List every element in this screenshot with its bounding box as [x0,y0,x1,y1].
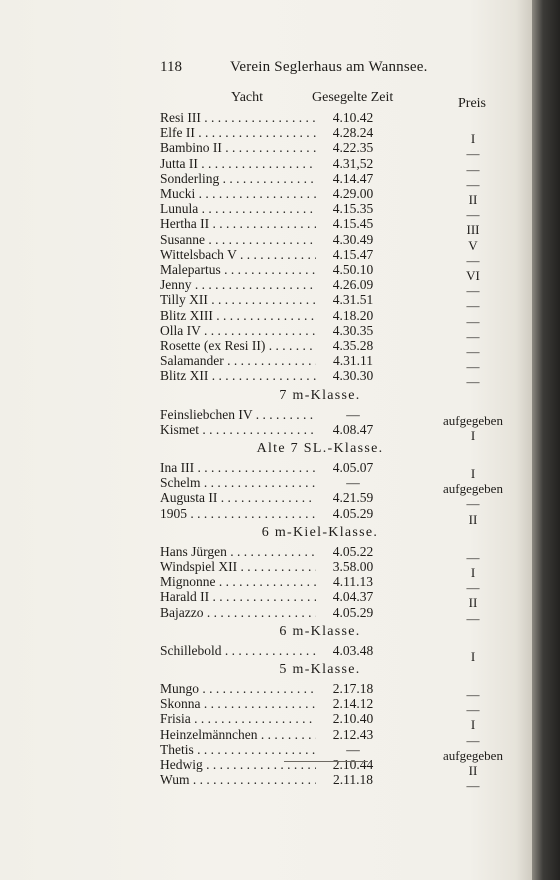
table-row [0,543,532,565]
running-head: Verein Seglerhaus am Wannsee. [230,59,428,75]
sailed-time: 4.15.45 [332,216,374,232]
table-row [0,505,532,527]
yacht-name: Hertha II . . . [160,216,316,232]
prize-cell: II [468,511,478,527]
class-heading: 6 m-Kiel-Klasse. [261,524,379,540]
sailed-time: 4.26.09 [332,277,374,293]
sailed-time: 4.05.22 [332,543,374,559]
column-header-time: Gesegelte Zeit [312,90,394,105]
prize-cell: I [470,466,476,481]
table-row [0,475,532,497]
yacht-name: Tilly XII . . . [160,292,316,308]
prize-cell: — [466,252,480,268]
page-number: 118 [160,59,182,75]
table-row [0,353,532,375]
yacht-name: Schelm . . . [160,475,316,491]
table-row [0,246,532,268]
prize-cell: — [466,344,480,359]
prize-cell: — [466,283,480,299]
yacht-name: Hans Jürgen . . . [160,544,316,560]
class-heading: 5 m-Klasse. [279,662,361,677]
prize-cell: — [466,176,480,192]
book-spine-edge [532,0,560,880]
table-row [0,642,532,664]
sailed-time: 4.18.20 [332,307,374,323]
table-row [0,322,532,344]
sailed-time: — [346,475,360,491]
prize-cell: — [466,207,480,223]
table-row [0,681,532,702]
yacht-name: Wum . . . [160,772,316,788]
prize-cell: II [468,192,478,207]
table-row [0,589,532,611]
prize-cell: — [466,732,480,748]
yacht-name: Blitz XII . . . [160,368,316,384]
prize-cell: — [466,702,480,718]
table-row [0,559,532,580]
yacht-name: Salamander . . . [160,353,316,369]
sailed-time: 4.15.47 [332,246,374,262]
sailed-time: 4.05.29 [332,505,374,521]
yacht-name: Rosette (ex Resi II) . . . [160,338,316,354]
table-row [0,140,532,162]
table-row [0,170,532,192]
table-row [0,201,532,223]
prize-cell: III [466,222,480,238]
table-row [0,741,532,763]
yacht-name: Windspiel XII . . . [160,559,316,575]
table-row [0,574,532,596]
class-heading: Alte 7 SL.-Klasse. [256,441,384,456]
sailed-time: 4.28.24 [332,125,374,141]
prize-cell: I [470,131,476,147]
sailed-time: 4.31.51 [332,292,374,308]
yacht-name: Thetis . . . [160,742,316,758]
yacht-name: Wittelsbach V . . . [160,247,316,263]
sailed-time: 4.22.35 [332,140,374,156]
prize-cell: — [466,328,480,344]
table-row [0,292,532,314]
prize-cell: — [466,549,480,565]
yacht-name: Blitz XIII . . . [160,308,316,324]
yacht-name: Sonderling . . . [160,171,316,187]
table-row [0,772,532,794]
table-row [0,277,532,299]
prize-cell: — [466,359,480,375]
sailed-time: 4.14.47 [332,170,374,186]
sailed-time: 4.30.49 [332,231,374,247]
yacht-name: Elfe II . . . [160,125,316,141]
yacht-name: 1905 . . . [160,506,316,522]
table-row [0,155,532,177]
sailed-time: 4.05.07 [332,460,374,475]
table-row [0,110,532,126]
table-row [0,368,532,390]
yacht-name: Bajazzo . . . [160,605,316,621]
prize-cell: aufgegeben [443,412,503,428]
sailed-time: — [346,741,360,757]
prize-cell: I [470,648,476,664]
prize-cell: — [466,298,480,314]
yacht-name: Susanne . . . [160,232,316,248]
sailed-time: 4.31.11 [333,353,373,369]
prize-cell: — [466,374,480,390]
prize-cell: I [470,427,476,443]
table-row [0,460,532,481]
yacht-name: Harald II . . . [160,589,316,605]
table-row [0,338,532,359]
prize-cell: II [468,595,478,611]
table-row [0,757,532,778]
yacht-name: Mungo . . . [160,681,316,697]
sailed-time: 4.15.35 [332,201,374,217]
sailed-time: 4.11.13 [333,574,373,590]
table-row [0,421,532,443]
prize-cell: — [466,580,480,596]
prize-cell: aufgegeben [443,747,503,763]
sailed-time: 4.05.29 [332,604,374,620]
sailed-time: 4.04.37 [332,589,374,605]
yacht-name: Olla IV . . . [160,323,316,339]
yacht-name: Feinsliebchen IV . . . [160,407,316,423]
yacht-name: Ina III . . . [160,460,316,476]
yacht-name: Lunula . . . [160,201,316,217]
yacht-name: Frisia . . . [160,711,316,727]
sailed-time: 4.31,52 [332,155,374,171]
sailed-time: 4.03.48 [332,642,374,658]
sailed-time: 4.30.35 [332,322,374,338]
sailed-time: 3.58.00 [332,559,374,574]
table-row [0,307,532,329]
sailed-time: 2.14.12 [332,696,374,712]
yacht-name: Jenny . . . [160,277,316,293]
prize-cell: — [466,687,480,702]
table-row [0,186,532,207]
sailed-time: 4.10.42 [332,110,374,125]
yacht-name: Mucki . . . [160,186,316,202]
table-row [0,125,532,147]
sailed-time: 2.10.44 [332,757,374,772]
prize-cell: II [468,763,478,778]
yacht-name: Kismet . . . [160,422,316,438]
class-heading: 6 m-Klasse. [279,623,361,639]
yacht-name: Augusta II . . . [160,490,316,506]
prize-cell: — [466,778,480,794]
sailed-time: 2.10.40 [332,711,374,727]
table-row [0,711,532,733]
yacht-name: Malepartus . . . [160,262,316,278]
yacht-name: Mignonne . . . [160,574,316,590]
table-row [0,696,532,718]
sailed-time: 2.11.18 [333,772,373,788]
column-header-yacht: Yacht [231,90,264,105]
yacht-name: Jutta II . . . [160,156,316,172]
prize-cell: — [466,610,480,626]
prize-cell: — [466,146,480,162]
prize-cell: VI [466,268,480,283]
table-row [0,231,532,253]
class-heading: 7 m-Klasse. [279,387,361,403]
prize-cell: I [470,565,476,580]
sailed-time: 2.12.43 [332,726,374,742]
prize-cell: aufgegeben [443,481,503,497]
sailed-time: 4.30.30 [332,368,374,384]
sailed-time: 4.50.10 [332,262,374,277]
table-row [0,490,532,512]
table-row [0,216,532,238]
column-header-preis: Preis [458,96,486,111]
sailed-time: 4.08.47 [332,421,374,437]
table-row [0,262,532,283]
table-row [0,406,532,428]
table-row [0,726,532,748]
sailed-time: — [346,406,360,422]
prize-cell: — [466,313,480,329]
sailed-time: 4.21.59 [332,490,374,506]
sailed-time: 4.35.28 [332,338,374,353]
yacht-name: Schillebold . . . [160,643,316,659]
prize-cell: — [466,161,480,177]
prize-cell: I [470,717,476,733]
yacht-name: Skonna . . . [160,696,316,712]
sailed-time: 4.29.00 [332,186,374,201]
closing-rule [284,761,368,762]
yacht-name: Bambino II . . . [160,140,316,156]
table-row [0,604,532,626]
yacht-name: Hedwig . . . [160,757,316,773]
yacht-name: Resi III . . . [160,110,316,126]
prize-cell: — [466,496,480,512]
yacht-name: Heinzelmännchen . . . [160,727,316,743]
prize-cell: V [468,237,478,253]
sailed-time: 2.17.18 [332,681,374,696]
